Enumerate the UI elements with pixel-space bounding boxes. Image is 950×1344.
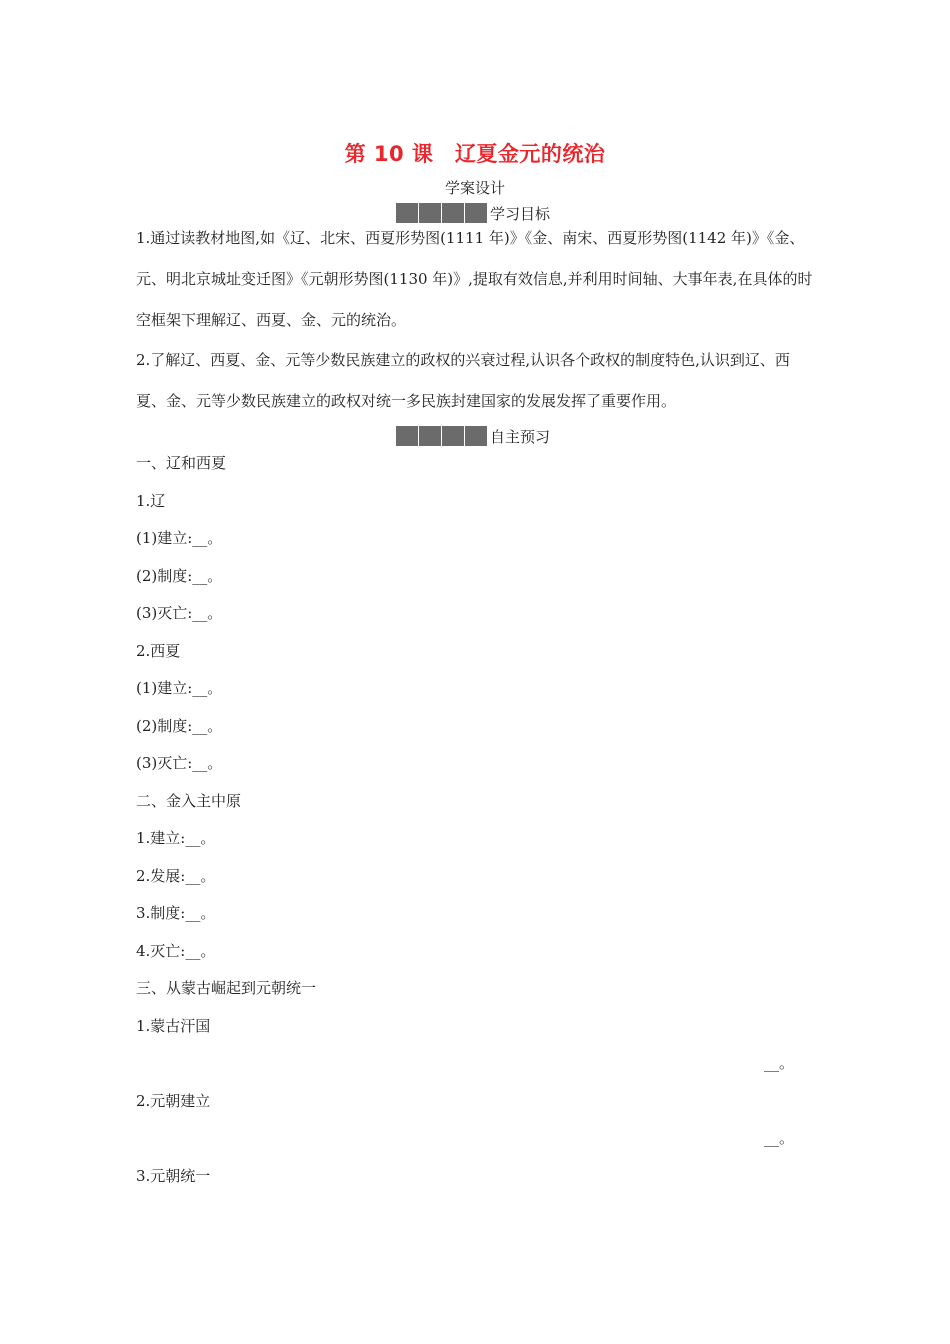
list-item: 2.西夏 bbox=[136, 642, 181, 660]
objective-item-2: 2.了解辽、西夏、金、元等少数民族建立的政权的兴衰过程,认识各个政权的制度特色,认识到辽、西夏、金、元等少数民族建立的政权对统一多民族封建国家的发展发挥了重要作用。 bbox=[136, 351, 790, 410]
preview-heading-label: 自主预习 bbox=[490, 427, 551, 446]
list-item: 1.蒙古汗国 bbox=[136, 1017, 211, 1035]
list-item: 3.制度:__。 bbox=[136, 904, 216, 922]
section-heading: 三、从蒙古崛起到元朝统一 bbox=[136, 979, 317, 997]
lesson-title: 第 10 课 辽夏金元的统治 bbox=[344, 142, 606, 166]
list-item: 3.元朝统一 bbox=[136, 1167, 211, 1185]
list-item: (3)灭亡:__。 bbox=[136, 604, 223, 622]
list-item: (1)建立:__。 bbox=[136, 529, 223, 547]
section-marker-bars bbox=[396, 426, 488, 446]
answer-blank: __。 bbox=[764, 1054, 795, 1072]
list-item: 2.发展:__。 bbox=[136, 867, 216, 885]
list-item: (3)灭亡:__。 bbox=[136, 754, 223, 772]
answer-blank: __。 bbox=[764, 1129, 795, 1147]
section-heading: 二、金入主中原 bbox=[136, 792, 242, 810]
objectives-heading-label: 学习目标 bbox=[490, 204, 551, 223]
section-heading: 一、辽和西夏 bbox=[136, 454, 227, 472]
preview-heading bbox=[396, 426, 550, 446]
list-item: 4.灭亡:__。 bbox=[136, 942, 216, 960]
objective-item-1: 1.通过读教材地图,如《辽、北宋、西夏形势图(1111 年)》《金、南宋、西夏形势图(1142 年)》《金、元、明北京城址变迁图》《元朝形势图(1130 年)》,提取有效信息,并利用时间轴、大事年表,在具体的时空框架下理解辽、西夏、金、元的统治。 bbox=[136, 229, 813, 329]
list-item: (1)建立:__。 bbox=[136, 679, 223, 697]
list-item: 2.元朝建立 bbox=[136, 1092, 211, 1110]
list-item: 1.辽 bbox=[136, 492, 166, 510]
list-item: 1.建立:__。 bbox=[136, 829, 216, 847]
list-item: (2)制度:__。 bbox=[136, 717, 223, 735]
list-item: (2)制度:__。 bbox=[136, 567, 223, 585]
lesson-subtitle: 学案设计 bbox=[444, 179, 505, 197]
